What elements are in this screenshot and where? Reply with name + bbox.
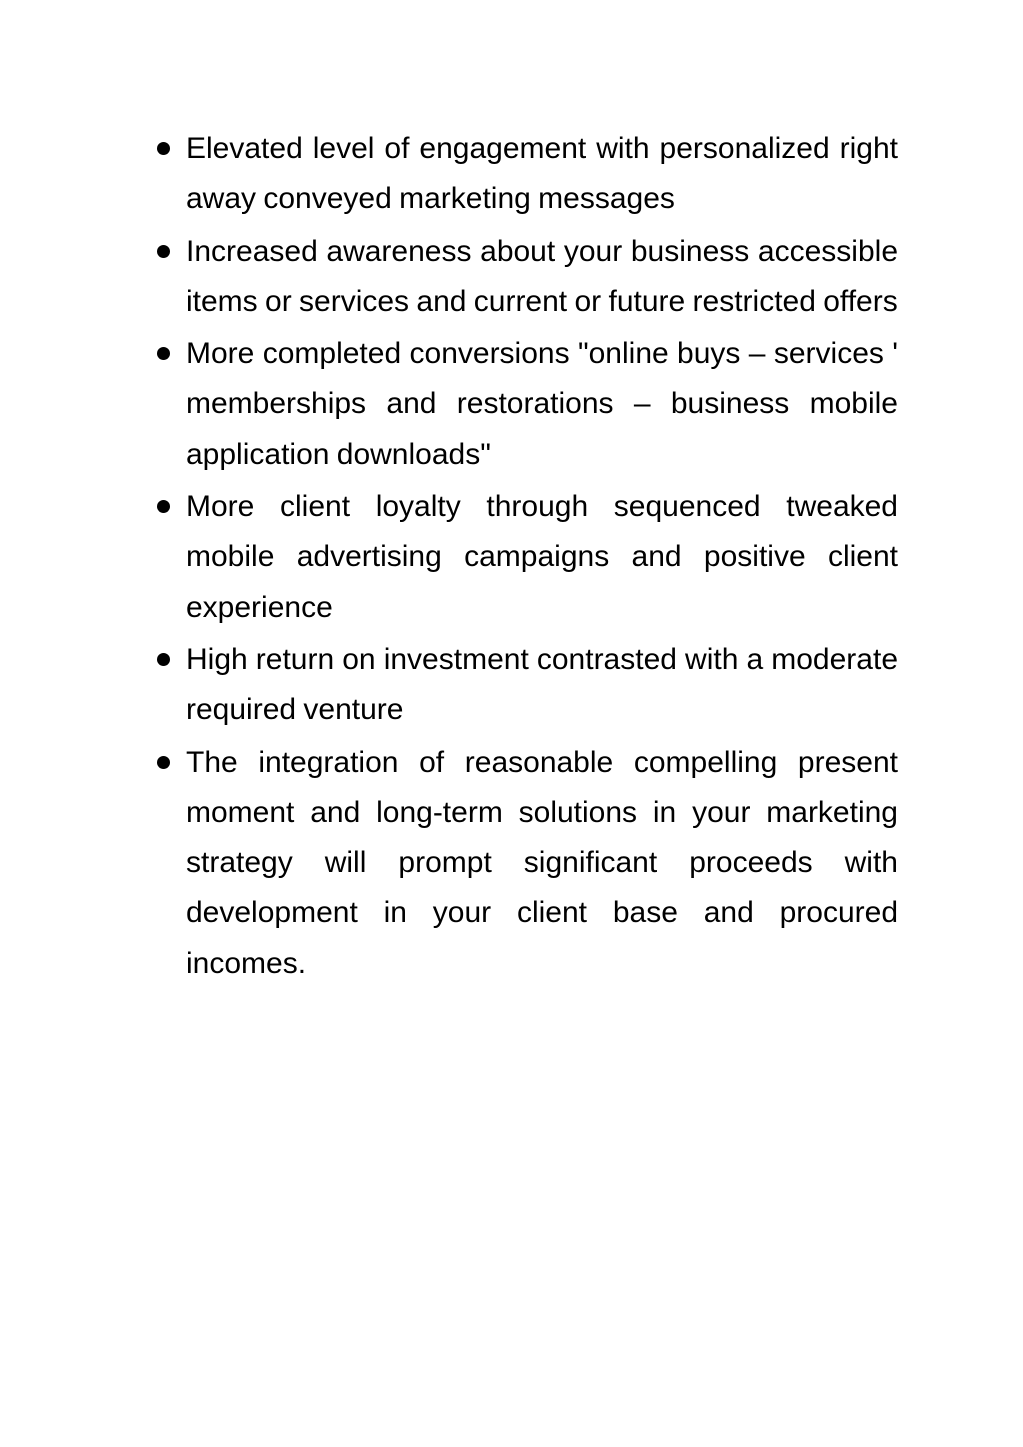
- bullet-item-conversions: [155, 329, 898, 480]
- bullet-text: More client loyalty through sequenced tweaked mobile advertising campaigns and positive client experience: [186, 490, 898, 624]
- benefits-bullet-list: [155, 124, 898, 991]
- bullet-dot-icon: [157, 142, 170, 155]
- bullet-dot-icon: [157, 500, 170, 513]
- bullet-text: Increased awareness about your business accessible items or services and current or future restricted offers: [186, 234, 898, 318]
- bullet-dot-icon: [157, 653, 170, 666]
- bullet-item-return: [155, 635, 898, 736]
- bullet-text: The integration of reasonable compelling present moment and long-term solutions in your marketing strategy will prompt significant proceeds with development in your client base and procured incomes.: [186, 745, 898, 980]
- bullet-item-loyalty: [155, 482, 898, 633]
- bullet-text: Elevated level of engagement with personalized right away conveyed marketing messages: [186, 132, 898, 216]
- bullet-text: High return on investment contrasted with a moderate required venture: [186, 642, 898, 727]
- bullet-item-awareness: [155, 227, 898, 328]
- bullet-dot-icon: [157, 756, 170, 769]
- bullet-text: More completed conversions "online buys – services ' memberships and restorations – business mobile application downloads": [186, 337, 898, 471]
- bullet-dot-icon: [157, 347, 170, 360]
- bullet-item-engagement: [155, 124, 898, 225]
- bullet-dot-icon: [157, 245, 170, 258]
- bullet-item-integration: [155, 738, 898, 989]
